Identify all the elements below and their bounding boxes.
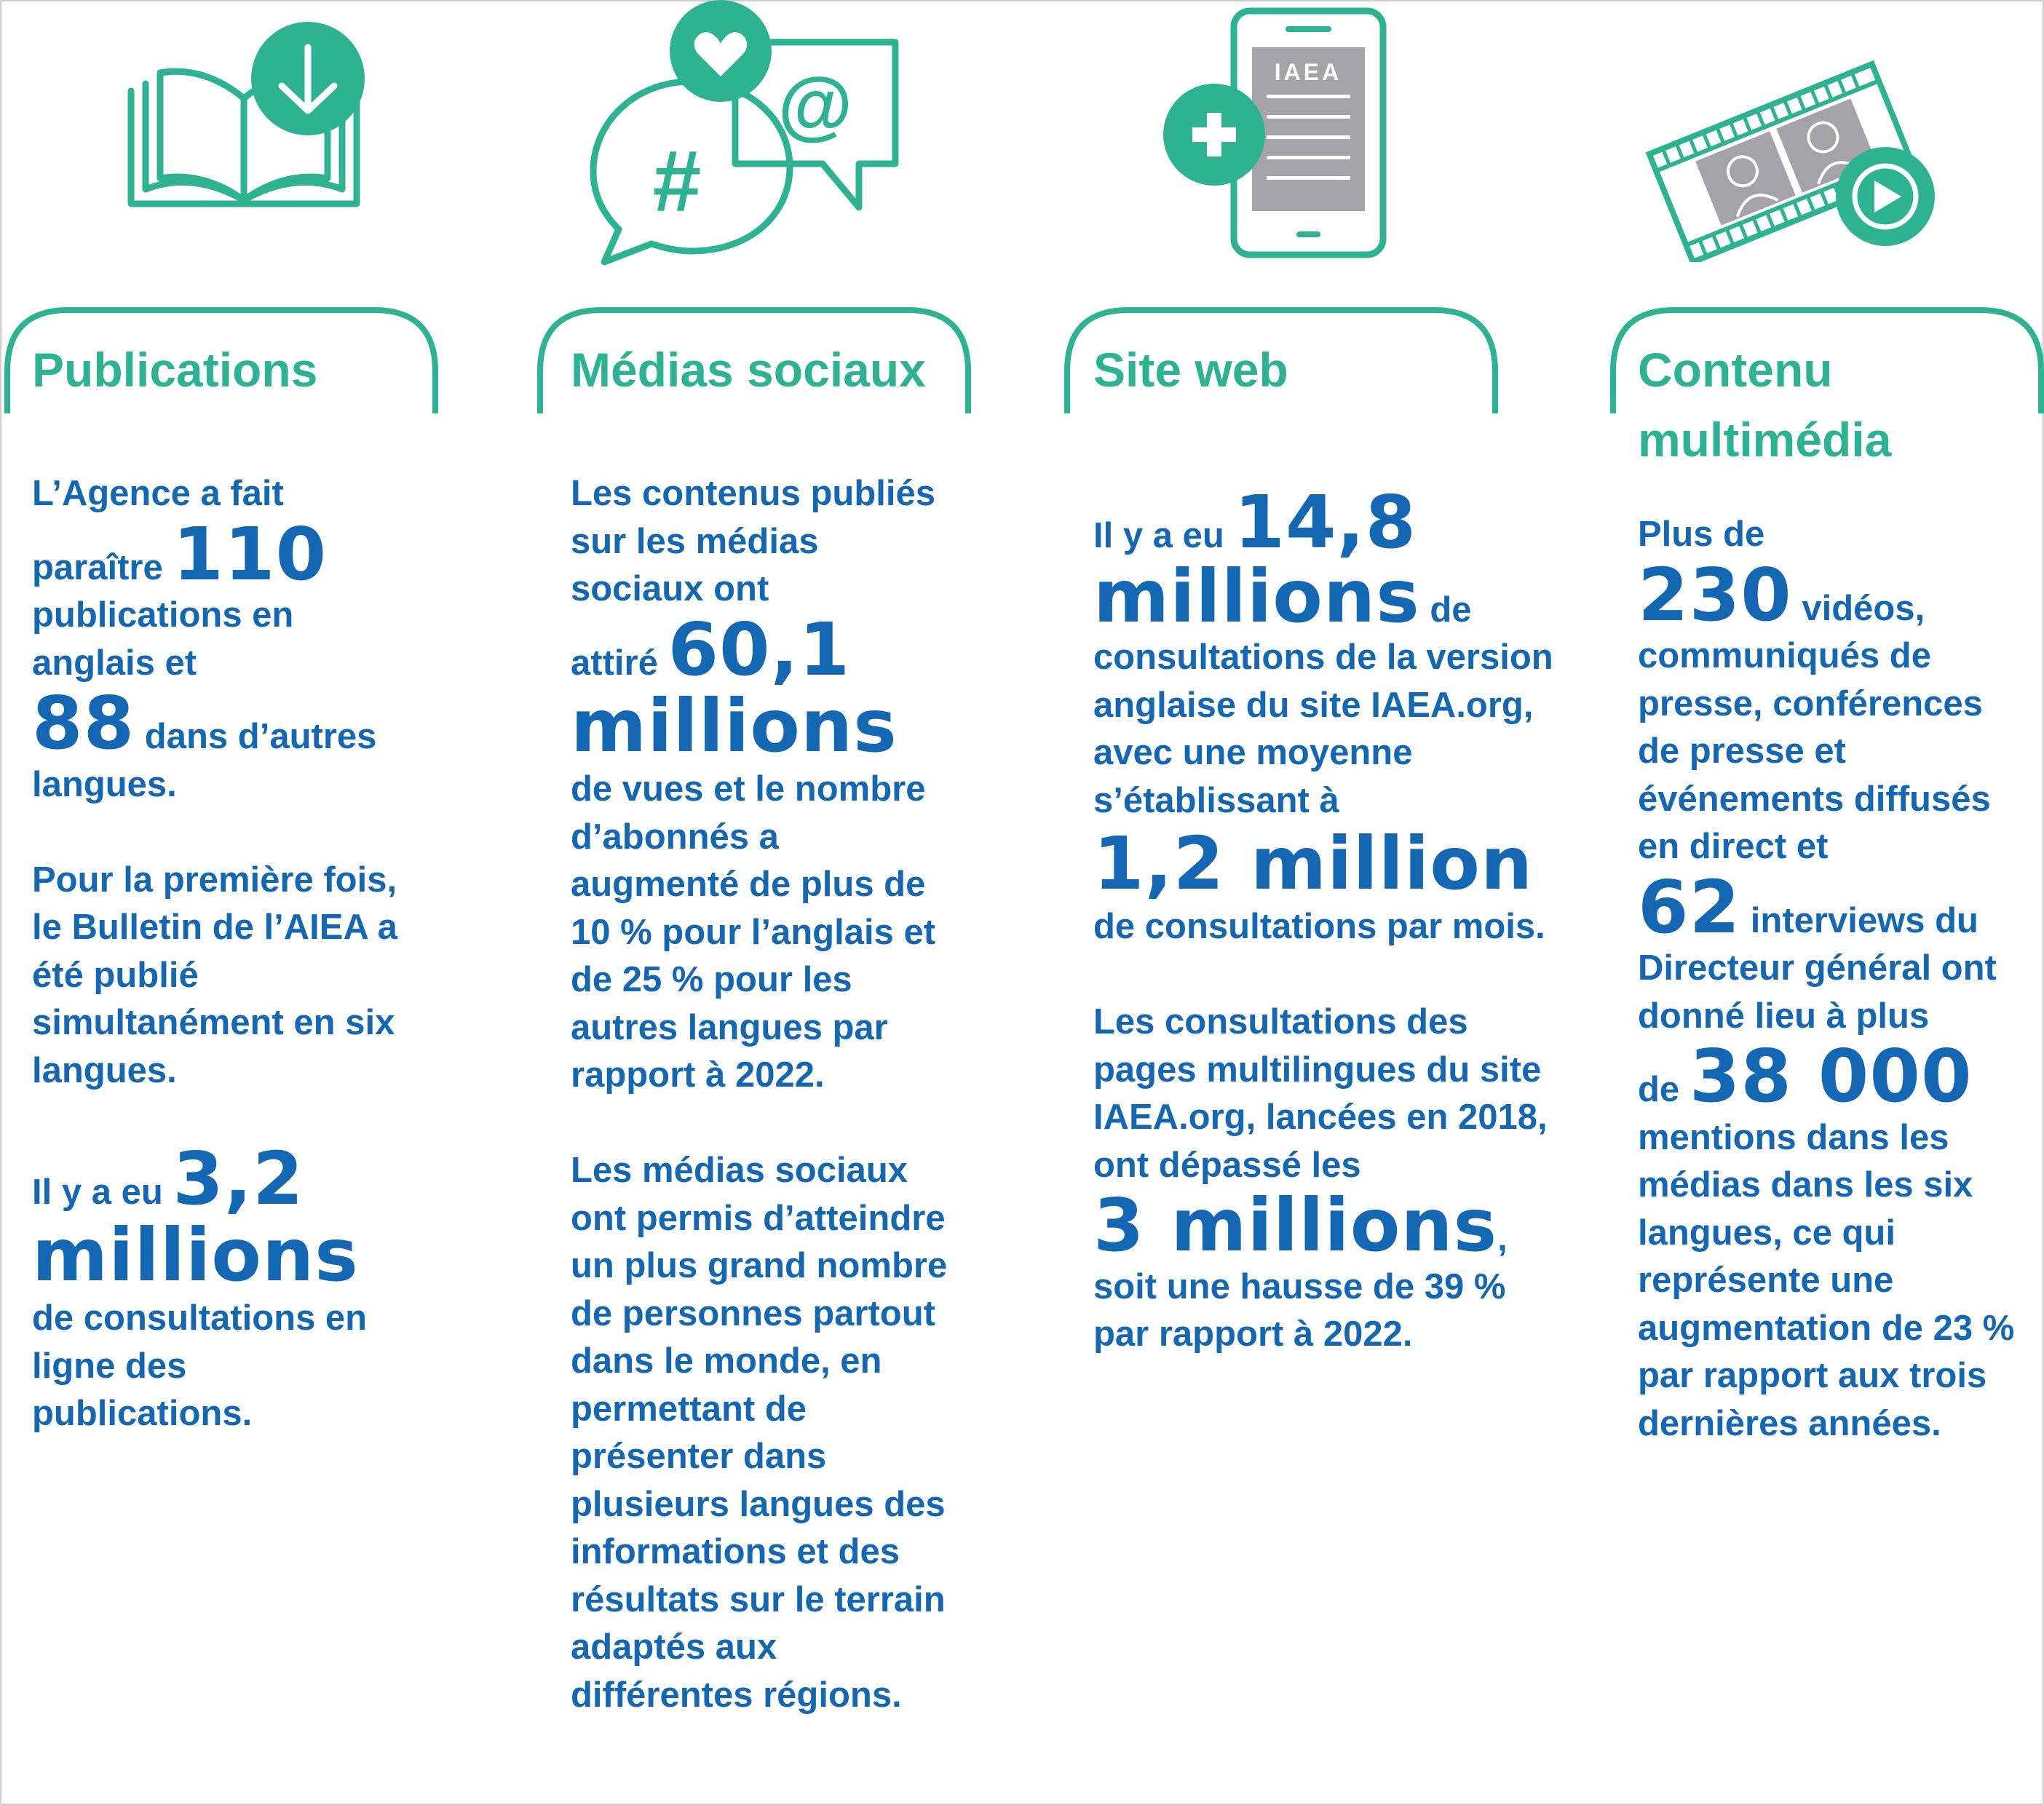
- medias-sociaux-text: Les contenus publiés sur les médias sociaux ont attiré 60,1 millions de vues et le nombre d’abonnés a augmenté de plus de 10 % pour l’anglais et de 25 % pour les autres langues par rapport à 2022. Les médias sociaux ont permis d’atteindre un plus grand nombre de personnes partout dans le monde, en permettant de présenter dans plusieurs langues des informations et des résultats sur le terrain adaptés aux différentes régions.: [571, 470, 949, 1767]
- stat-millions: millions: [32, 1213, 359, 1298]
- social-media-chat-bubbles-icon: [582, 0, 910, 277]
- stat-230: 230: [1638, 552, 1792, 638]
- medias-sociaux-reach-text: Les médias sociaux ont permis d’atteindre un plus grand nombre de personnes partout dans le monde, en permettant de présenter dans plusieurs langues des informations et des résultats sur le terrain adaptés aux différentes régions.: [571, 1151, 948, 1715]
- publications-text: L’Agence a fait paraître 110 publications en anglais et 88 dans d’autres langues. Pour la première fois, le Bulletin de l’AIEA a été publié simultanément en six langues. Il y a eu 3,2 millions de consultations en ligne des publications.: [32, 470, 411, 1485]
- stat-88: 88: [32, 681, 135, 766]
- section-title-medias-sociaux: Médias sociaux: [571, 343, 926, 397]
- section-title-contenu-multimedia: Contenu multimédia: [1638, 343, 1892, 467]
- stat-14-8: 14,8: [1234, 480, 1417, 565]
- open-book-download-icon: [120, 22, 375, 218]
- site-web-text: Il y a eu 14,8 millions de consultations de la version anglaise du site IAEA.org, avec une moyenne s’établissant à 1,2 million de consultations par mois. Les consultations des pages multilingues du site IAEA.org, lancées en 2018, ont dépassé les 3 millions, soit une hausse de 39 % par rapport à 2022.: [1093, 486, 1559, 1406]
- stat-millions-consultations: millions: [1093, 553, 1420, 639]
- section-title-site-web: Site web: [1093, 343, 1288, 397]
- stat-38000: 38 000: [1689, 1034, 1973, 1119]
- stat-60-1: 60,1: [668, 606, 851, 692]
- mobile-website-icon: [1157, 7, 1390, 262]
- stat-1-2-million: 1,2 million: [1093, 821, 1534, 906]
- svg-text:#: #: [652, 132, 702, 230]
- stat-3-millions: 3 millions: [1093, 1183, 1498, 1268]
- stat-62: 62: [1638, 864, 1741, 950]
- section-title-publications: Publications: [32, 343, 318, 397]
- film-strip-play-icon: [1645, 44, 1951, 262]
- stat-millions-views: millions: [571, 683, 898, 769]
- stat-110: 110: [173, 511, 328, 597]
- publications-bulletin-text: Pour la première fois, le Bulletin de l’AIEA a été publié simultanément en six langues.: [32, 860, 397, 1090]
- contenu-multimedia-text: Plus de 230 vidéos, communiqués de presse, conférences de presse et événements diffusés en direct et 62 interviews du Directeur général ont donné lieu à plus de 38 000 mentions dans les médias dans les six langues, ce qui représente une augmentation de 23 % par rapport aux trois dernières années.: [1638, 515, 2015, 1443]
- stat-3-2: 3,2: [173, 1135, 304, 1221]
- svg-text:@: @: [777, 63, 853, 148]
- iaea-screen-label: IAEA: [1274, 59, 1342, 85]
